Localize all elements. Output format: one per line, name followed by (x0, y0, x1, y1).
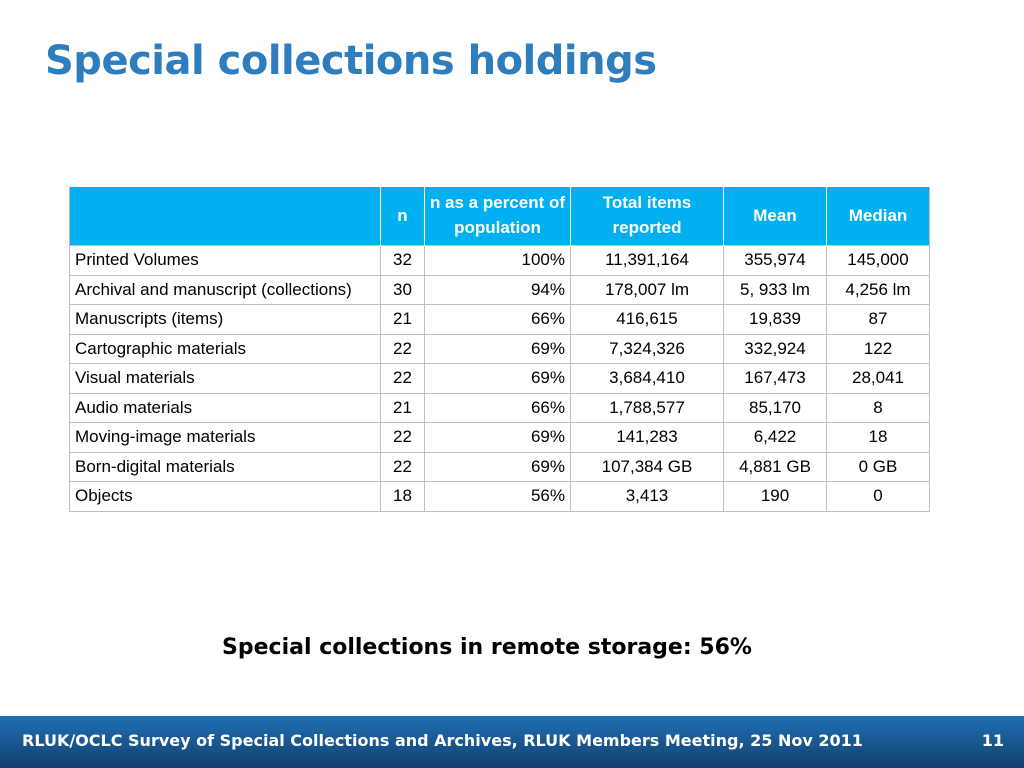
table-row (70, 275, 930, 305)
table-row (70, 423, 930, 453)
median-value: 0 (827, 482, 930, 512)
row-label: Born-digital materials (70, 452, 381, 482)
percent-value: 66% (425, 393, 571, 423)
median-value: 8 (827, 393, 930, 423)
n-value: 22 (381, 334, 425, 364)
n-value: 18 (381, 482, 425, 512)
total-value: 178,007 lm (571, 275, 724, 305)
table-row (70, 305, 930, 335)
row-label: Manuscripts (items) (70, 305, 381, 335)
table-row (70, 452, 930, 482)
header-cell-mean: Mean (724, 187, 827, 246)
n-value: 22 (381, 452, 425, 482)
n-value: 21 (381, 393, 425, 423)
header-cell (70, 187, 381, 246)
percent-value: 94% (425, 275, 571, 305)
mean-value: 19,839 (724, 305, 827, 335)
table-body (70, 246, 930, 512)
total-value: 3,413 (571, 482, 724, 512)
row-label: Printed Volumes (70, 246, 381, 276)
mean-value: 355,974 (724, 246, 827, 276)
table-row (70, 334, 930, 364)
median-value: 4,256 lm (827, 275, 930, 305)
median-value: 145,000 (827, 246, 930, 276)
footer-text: RLUK/OCLC Survey of Special Collections and Archives, RLUK Members Meeting, 25 Nov 2011 (22, 731, 863, 750)
table-row (70, 364, 930, 394)
percent-value: 69% (425, 334, 571, 364)
header-cell-total: Total items reported (571, 187, 724, 246)
table-row (70, 393, 930, 423)
row-label: Archival and manuscript (collections) (70, 275, 381, 305)
total-value: 11,391,164 (571, 246, 724, 276)
holdings-table-container (69, 187, 929, 512)
page-number: 11 (981, 731, 1004, 750)
row-label: Visual materials (70, 364, 381, 394)
mean-value: 4,881 GB (724, 452, 827, 482)
total-value: 3,684,410 (571, 364, 724, 394)
total-value: 141,283 (571, 423, 724, 453)
header-cell-n: n (381, 187, 425, 246)
mean-value: 85,170 (724, 393, 827, 423)
mean-value: 5, 933 lm (724, 275, 827, 305)
percent-value: 69% (425, 364, 571, 394)
n-value: 22 (381, 364, 425, 394)
table-header-row (70, 187, 930, 246)
holdings-table (69, 187, 930, 512)
mean-value: 167,473 (724, 364, 827, 394)
row-label: Moving-image materials (70, 423, 381, 453)
table-row (70, 482, 930, 512)
row-label: Cartographic materials (70, 334, 381, 364)
median-value: 122 (827, 334, 930, 364)
median-value: 28,041 (827, 364, 930, 394)
row-label: Audio materials (70, 393, 381, 423)
total-value: 416,615 (571, 305, 724, 335)
percent-value: 56% (425, 482, 571, 512)
total-value: 1,788,577 (571, 393, 724, 423)
percent-value: 66% (425, 305, 571, 335)
mean-value: 6,422 (724, 423, 827, 453)
n-value: 32 (381, 246, 425, 276)
slide-title: Special collections holdings (45, 38, 657, 84)
header-cell-percent: n as a percent of population (425, 187, 571, 246)
percent-value: 69% (425, 452, 571, 482)
remote-storage-note: Special collections in remote storage: 56% (222, 635, 752, 660)
median-value: 18 (827, 423, 930, 453)
n-value: 21 (381, 305, 425, 335)
median-value: 0 GB (827, 452, 930, 482)
row-label: Objects (70, 482, 381, 512)
mean-value: 332,924 (724, 334, 827, 364)
percent-value: 69% (425, 423, 571, 453)
footer-bar (0, 716, 1024, 768)
total-value: 107,384 GB (571, 452, 724, 482)
header-cell-median: Median (827, 187, 930, 246)
table-row (70, 246, 930, 276)
n-value: 30 (381, 275, 425, 305)
n-value: 22 (381, 423, 425, 453)
percent-value: 100% (425, 246, 571, 276)
total-value: 7,324,326 (571, 334, 724, 364)
median-value: 87 (827, 305, 930, 335)
mean-value: 190 (724, 482, 827, 512)
